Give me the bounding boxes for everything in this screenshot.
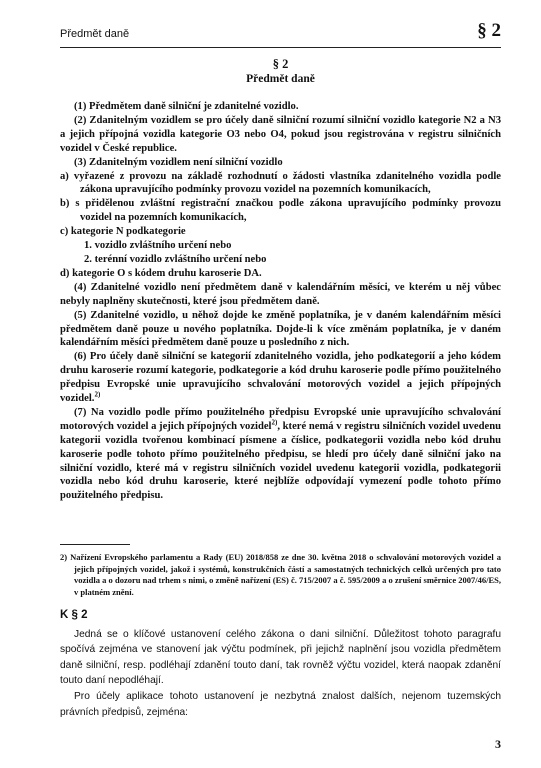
paragraph-1: (1) Předmětem daně silniční je zdanitelné vozidlo.	[74, 101, 299, 112]
paragraph-7	[60, 406, 501, 503]
list-item-d: d) kategorie O s kódem druhu karoserie DA.	[60, 267, 262, 279]
footnote-rule	[60, 544, 130, 545]
section-title: Předmět daně	[246, 73, 315, 85]
commentary-paragraph-1: Jedná se o klíčové ustanovení celého zákona o dani silniční. Důležitost tohoto paragrafu spočívá zejména ve stanovení jak výčtu podmínek, při jejichž naplnění jsou vozidla předmětem daně silniční, resp. podléhají zdanění touto daní, tak rovněž výčtu vozidel, která naopak zdanění touto daní nepodléhají.	[60, 628, 501, 687]
commentary-heading: K § 2	[60, 609, 88, 621]
list-item-c-1: 1. vozidlo zvláštního určení nebo	[84, 240, 232, 252]
paragraph-5: (5) Zdanitelné vozidlo, u něhož dojde ke změně poplatníka, je v daném kalendářním měsíci předmětem daně pouze u nového poplatníka. Dojde-li k více změnám poplatníka, je v daném kalendářním měsíci předmětem daně pouze u posledního z nich.	[60, 309, 501, 349]
footnote-reference: 2)	[271, 418, 278, 427]
page-number: 3	[495, 737, 501, 751]
footnote-text: 2) Nařízení Evropského parlamentu a Rady (EU) 2018/858 ze dne 30. května 2018 o schvalování motorových vozidel a jejich přípojných vozidel, jakož i systémů, konstrukčních částí a samostatných technických celků určených pro tato vozidla a o dozoru nad trhem s nimi, o změně nařízení (ES) č. 715/2007 a č. 595/2009 a o zrušení směrnice 2007/46/ES, v platném znění.	[60, 552, 501, 597]
paragraph-7-text-end: , které nemá v registru silničních vozidel uvedenu kategorii vozidla tvořenou kombinací písmene a číslice, podkategorii vozidla nebo kód druhu karoserie podle tohoto přímo použitelného předpisu, se hledí pro účely daně silniční jako na silniční vozidlo, které má v registru silničních vozidel uvedenu kategorii vozidla, podkategorii vozidla nebo kód druhu karoserie, které nejblíže odpovídají vymezení podle tohoto přímo použitelného předpisu.	[60, 420, 501, 502]
list-item-a: a) vyřazené z provozu na základě rozhodnutí o žádosti vlastníka zdanitelného vozidla podle zákona upravujícího podmínky provozu vozidel na pozemních komunikacích,	[60, 170, 501, 196]
running-header-title: Předmět daně	[60, 28, 130, 40]
list-item-c: c) kategorie N podkategorie	[60, 226, 186, 238]
footnote-reference: 2)	[94, 390, 101, 399]
header-rule	[60, 47, 501, 48]
running-header	[60, 18, 501, 48]
list-item-b: b) s přidělenou zvláštní registrační značkou podle zákona upravujícího podmínky provozu vozidel na pozemních komunikacích,	[60, 198, 501, 224]
statute-text	[60, 100, 501, 503]
paragraph-3: (3) Zdanitelným vozidlem není silniční vozidlo	[74, 156, 283, 168]
footnote	[60, 552, 501, 598]
running-header-section: § 2	[477, 20, 501, 41]
paragraph-6	[60, 350, 501, 406]
paragraph-7-text-start: (7) Na vozidlo podle přímo použitelného předpisu Evropské unie upravujícího schvalování motorových vozidel a jejich přípojných vozidel	[60, 406, 501, 432]
section-number: § 2	[272, 57, 289, 71]
paragraph-6-text: (6) Pro účely daně silniční se kategorií zdanitelného vozidla, jeho podkategorií a jeho kódem druhu karoserie rozumí kategorie, podkategorie a kód druhu karoserie podle přímo použitelného předpisu Evropské unie upravujícího schvalování motorových vozidel a jejich přípojných vozidel.	[60, 351, 501, 405]
commentary-paragraph-2: Pro účely aplikace tohoto ustanovení je nezbytná znalost dalších, nejenom tuzemských právních předpisů, zejména:	[60, 690, 501, 718]
paragraph-2: (2) Zdanitelným vozidlem se pro účely daně silniční rozumí silniční vozidlo kategorie N2 a N3 a jejich přípojná vozidla kategorie O3 nebo O4, pokud jsou registrována v registru silničních vozidel v České republice.	[60, 114, 501, 154]
list-item-c-2: 2. terénní vozidlo zvláštního určení nebo	[84, 253, 267, 265]
commentary	[60, 608, 501, 720]
paragraph-4: (4) Zdanitelné vozidlo není předmětem daně v kalendářním měsíci, ve kterém u něj vůbec nebyly naplněny skutečnosti, které jsou předmětem daně.	[60, 281, 501, 307]
